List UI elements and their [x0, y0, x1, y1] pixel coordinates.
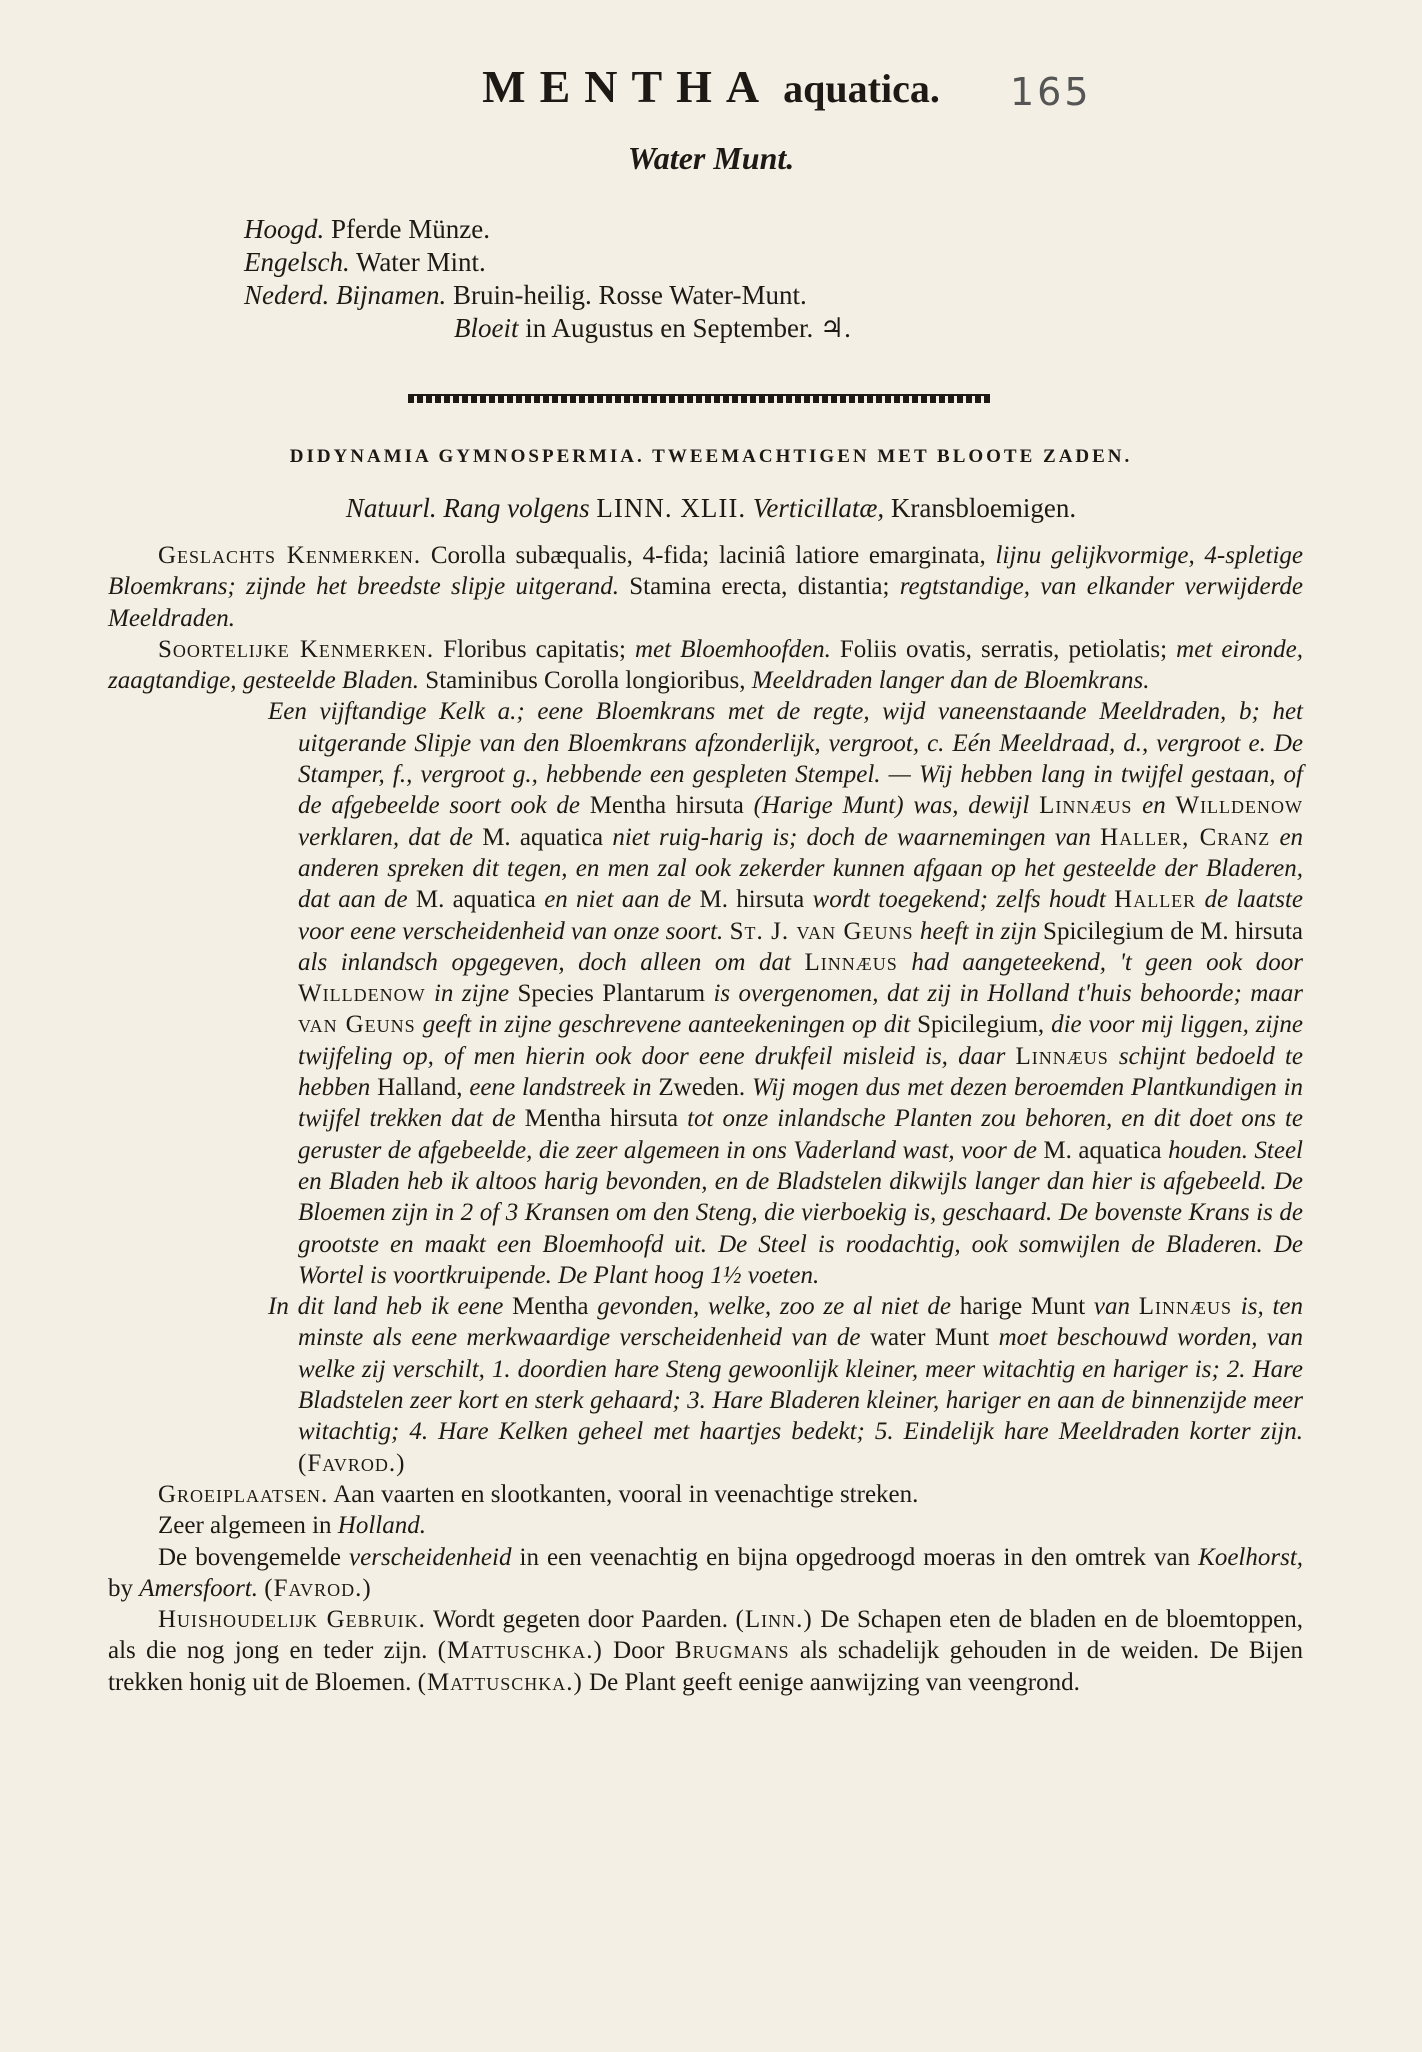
name-nederd: Nederd. Bijnamen. Bruin-heilig. Rosse Water-Munt. [244, 280, 807, 310]
variety-paragraph: In dit land heb ik eene Mentha gevonden, welke, zoo ze al niet de harige Munt van Linnæus is, ten minste als eene merkwaardige verscheidenheid van de water Munt moet beschouwd worden, van welke zij verschilt, 1. doordien hare Steng gewoonlijk kleiner, meer witachtig en hariger is; 2. Hare Bladstelen zeer kort en sterk gehaard; 3. Hare Bladeren kleiner, hariger en aan de binnenzijde meer witachtig; 4. Hare Kelken geheel met haartjes bedekt; 5. Eindelijk hare Meeldraden korter zijn. (Favrod.) [268, 1293, 1304, 1477]
species-characters: Soortelijke Kenmerken. Floribus capitatis; met Bloemhoofden. Foliis ovatis, serratis, petiolatis; met eironde, zaagtandige, gesteelde Bladen. Staminibus Corolla longioribus, Meeldraden langer dan de Bloemkrans. [108, 635, 1304, 695]
vernacular-names [244, 213, 851, 345]
variety-location: De bovengemelde verscheidenheid in een veenachtig en bijna opgedroogd moeras in den omtrek van Koelhorst, by Amersfoort. (Favrod.) [108, 1543, 1304, 1602]
species-name: aquatica. [783, 66, 940, 111]
page-header [0, 60, 1422, 113]
genus-characters: Geslachts Kenmerken. Corolla subæqualis, 4-fida; laciniâ latiore emarginata, lijnu gelijkvormige, 4-spletige Bloemkrans; zijnde het breedste slipje uitgerand. Stamina erecta, distantia; regtstandige, van elkander verwijderde Meeldraden. [108, 542, 1304, 632]
decorative-rule [408, 394, 990, 403]
habitat-frequency: Zeer algemeen in Holland. [158, 1512, 426, 1540]
description-paragraph: Een vijftandige Kelk a.; eene Bloemkrans met de regte, wijd vaneenstaande Meeldraden, b; het uitgerande Slipje van den Bloemkrans afzonderlijk, vergroot, c. Eén Meeldraad, d., vergroot e. De Stamper, f., vergroot g., hebbende een gespleten Stempel. — Wij hebben lang in twijfel gestaan, of de afgebeelde soort ook de Mentha hirsuta (Harige Munt) was, dewijl Linnæus en Willdenow verklaren, dat de M. aquatica niet ruig-harig is; doch de waarnemingen van Haller, Cranz en anderen spreken dit tegen, en men zal ook zekerder kunnen afgaan op het gesteelde der Bladeren, dat aan de M. aquatica en niet aan de M. hirsuta wordt toegekend; zelfs houdt Haller de laatste voor eene verscheidenheid van onze soort. St. J. van Geuns heeft in zijn Spicilegium de M. hirsuta als inlandsch opgegeven, doch alleen om dat Linnæus had aangeteekend, 't geen ook door Willdenow in zijne Species Plantarum is overgenomen, dat zij in Holland t'huis behoorde; maar van Geuns geeft in zijne geschrevene aanteekeningen op dit Spicilegium, die voor mij liggen, zijne twijfeling op, of men hierin ook door eene drukfeil misleid is, daar Linnæus schijnt bedoeld te hebben Halland, eene landstreek in Zweden. Wij mogen dus met dezen beroemden Plantkundigen in twijfel trekken dat de Mentha hirsuta tot onze inlandsche Planten zou behoren, en dit doet ons te geruster de afgebeelde, die zeer algemeen in ons Vaderland wast, voor de M. aquatica houden. Steel en Bladen heb ik altoos harig bevonden, en de Bladstelen dikwijls langer dan hier is afgebeeld. De Bloemen zijn in 2 of 3 Kransen om den Steng, die vierboekig is, geschaard. De bovenste Krans is de grootste en maakt een Bloemhoofd uit. De Steel is roodachtig, ook somwijlen de Bladeren. De Wortel is voortkruipende. De Plant hoog 1½ voeten. [268, 698, 1304, 1289]
genus-name: MENTHA [482, 61, 774, 112]
handwritten-page-number: 165 [1010, 70, 1092, 114]
common-name: Water Munt. [627, 140, 795, 176]
habitat-paragraph: Groeiplaatsen. Aan vaarten en slootkanten, vooral in veenachtige streken. [158, 1480, 919, 1508]
page-title [0, 60, 1422, 113]
name-hoogd: Hoogd. Pferde Münze. [244, 214, 490, 244]
household-use-paragraph: Huishoudelijk Gebruik. Wordt gegeten door Paarden. (Linn.) De Schapen eten de bladen en de bloemtoppen, als die nog jong en teder zijn. (Mattuschka.) Door Brugmans als schadelijk gehouden in de weiden. De Bijen trekken honig uit de Bloemen. (Mattuschka.) De Plant geeft eenige aanwijzing van veengrond. [108, 1606, 1304, 1696]
flowering-time: Bloeit in Augustus en September. ♃. [454, 313, 851, 343]
body-text [108, 540, 1303, 1698]
natural-rank: Natuurl. Rang volgens LINN. XLII. Verticillatæ, Kransbloemigen. [345, 493, 1077, 523]
classification-line: DIDYNAMIA GYMNOSPERMIA. TWEEMACHTIGEN MET BLOOTE ZADEN. [289, 446, 1133, 467]
name-engelsch: Engelsch. Water Mint. [244, 247, 486, 277]
